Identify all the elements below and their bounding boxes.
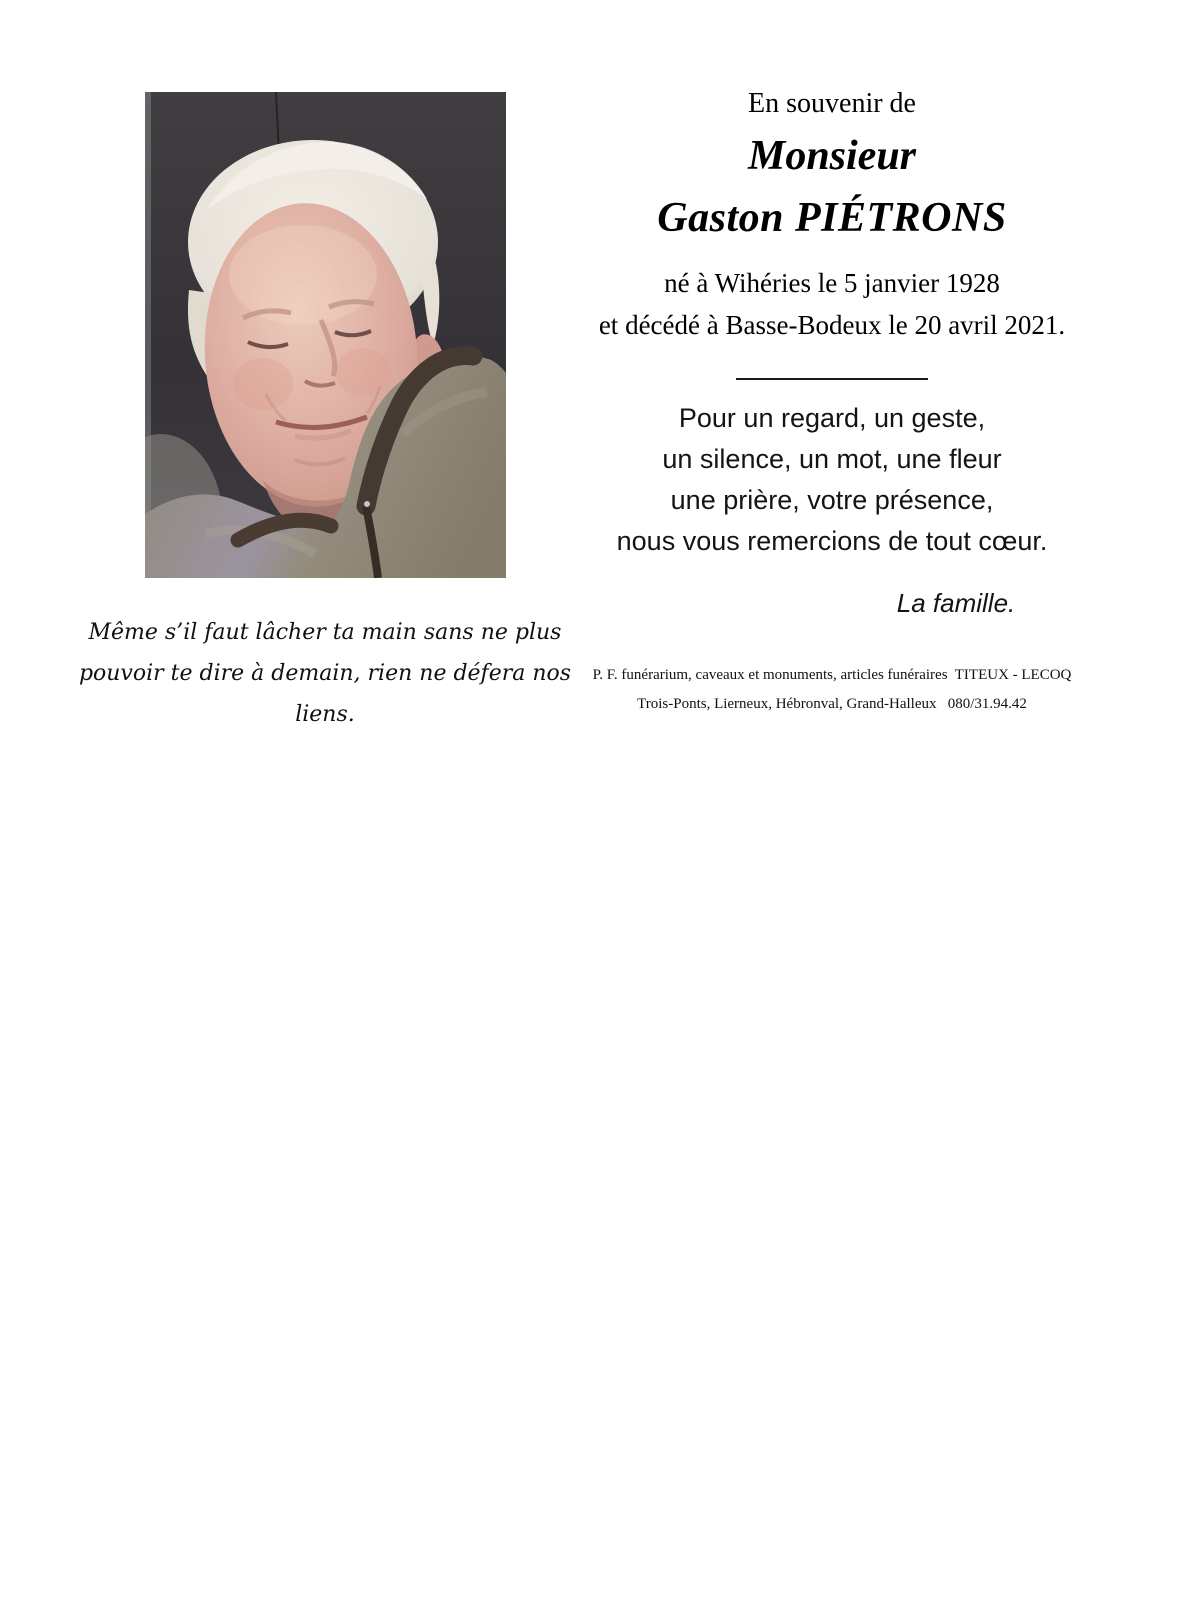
funeral-home-line-1: P. F. funérarium, caveaux et monuments, articles funéraires TITEUX - LECOQ: [592, 667, 1072, 683]
deceased-name: Gaston PIÉTRONS: [657, 195, 1007, 241]
thanks-line-4: nous vous remercions de tout cœur.: [616, 526, 1048, 556]
divider-line: [736, 378, 928, 380]
funeral-home-info: [582, 661, 1082, 719]
quote-line-2: pouvoir te dire à demain, rien ne défera nos liens.: [78, 661, 572, 727]
thanks-line-2: un silence, un mot, une fleur: [662, 444, 1002, 474]
death-line: et décédé à Basse-Bodeux le 20 avril 2021.: [598, 310, 1066, 340]
memorial-quote: [65, 612, 585, 735]
quote-line-1: Même s’il faut lâcher ta main sans ne plus: [88, 620, 562, 645]
thanks-line-3: une prière, votre présence,: [670, 485, 994, 515]
family-signature: La famille.: [896, 588, 1016, 618]
intro-line: En souvenir de: [748, 88, 916, 119]
thanks-line-1: Pour un regard, un geste,: [678, 403, 986, 433]
portrait-photo: [145, 92, 506, 578]
thanks-message: [582, 398, 1082, 562]
right-cheek: [335, 348, 391, 396]
portrait-photo-image: [145, 92, 506, 578]
funeral-home-line-2: Trois-Ponts, Lierneux, Hébronval, Grand-Halleux 080/31.94.42: [637, 696, 1027, 712]
birth-line: né à Wihéries le 5 janvier 1928: [664, 268, 1000, 298]
honorific-title: Monsieur: [747, 133, 917, 179]
forehead-highlight: [229, 225, 377, 325]
life-dates: [582, 262, 1082, 346]
zipper-pull: [364, 501, 370, 507]
left-cheek: [233, 358, 293, 410]
